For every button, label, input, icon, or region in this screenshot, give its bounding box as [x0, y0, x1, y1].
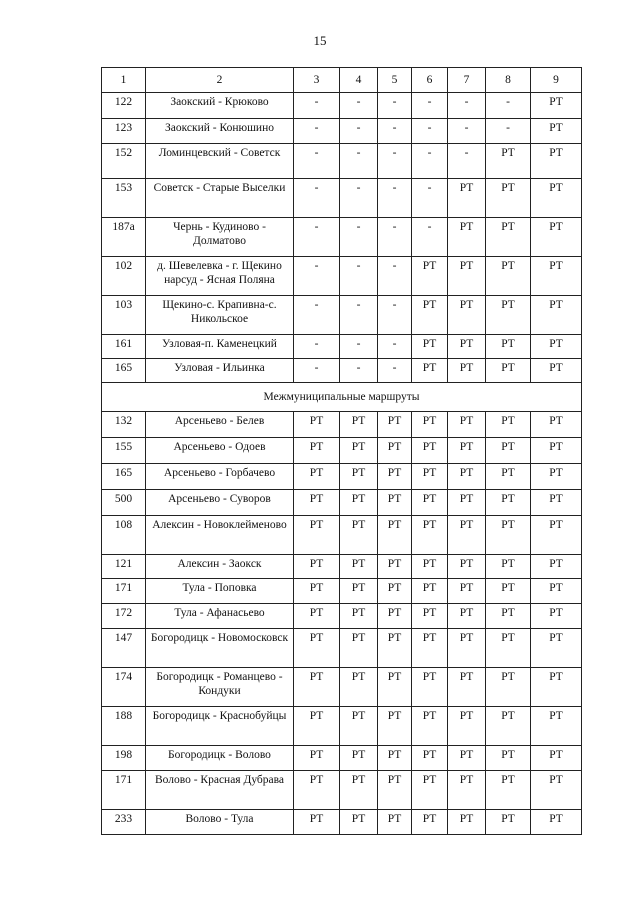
route-value-cell-4: -: [340, 119, 378, 144]
route-value-cell-8: РТ: [486, 579, 531, 604]
route-name-cell: Заокский - Конюшино: [146, 119, 294, 144]
table-row: [102, 464, 582, 490]
route-number-cell: 103: [102, 296, 146, 335]
route-value-cell-3: РТ: [294, 629, 340, 668]
route-value-cell-5: -: [378, 179, 412, 218]
route-value-cell-8: РТ: [486, 516, 531, 555]
route-value-cell-3: РТ: [294, 810, 340, 835]
route-value-cell-6: РТ: [412, 604, 448, 629]
route-value-cell-8: РТ: [486, 438, 531, 464]
route-value-cell-4: РТ: [340, 629, 378, 668]
route-value-cell-6: РТ: [412, 464, 448, 490]
route-value-cell-3: -: [294, 144, 340, 179]
route-value-cell-8: РТ: [486, 296, 531, 335]
route-value-cell-7: РТ: [448, 707, 486, 746]
table-row: [102, 746, 582, 771]
route-value-cell-3: РТ: [294, 412, 340, 438]
route-number-cell: 171: [102, 771, 146, 810]
route-value-cell-4: РТ: [340, 771, 378, 810]
route-value-cell-7: РТ: [448, 668, 486, 707]
route-value-cell-9: РТ: [531, 257, 582, 296]
route-name-cell: Волово - Красная Дубрава: [146, 771, 294, 810]
route-value-cell-6: РТ: [412, 629, 448, 668]
route-value-cell-4: -: [340, 144, 378, 179]
route-value-cell-8: РТ: [486, 490, 531, 516]
route-name-cell: Узловая - Ильинка: [146, 359, 294, 383]
route-value-cell-9: РТ: [531, 412, 582, 438]
route-value-cell-8: РТ: [486, 771, 531, 810]
route-value-cell-5: РТ: [378, 604, 412, 629]
table-row: [102, 668, 582, 707]
route-number-cell: 165: [102, 359, 146, 383]
route-number-cell: 122: [102, 93, 146, 119]
route-value-cell-5: -: [378, 359, 412, 383]
route-value-cell-3: -: [294, 119, 340, 144]
route-value-cell-6: -: [412, 144, 448, 179]
route-value-cell-3: РТ: [294, 746, 340, 771]
route-name-cell: Богородицк - Романцево - Кондуки: [146, 668, 294, 707]
route-value-cell-7: РТ: [448, 555, 486, 579]
header-cell-4: 4: [340, 68, 378, 93]
route-value-cell-3: РТ: [294, 555, 340, 579]
route-value-cell-8: РТ: [486, 335, 531, 359]
route-value-cell-9: РТ: [531, 707, 582, 746]
route-value-cell-4: РТ: [340, 746, 378, 771]
route-value-cell-9: РТ: [531, 516, 582, 555]
route-value-cell-9: РТ: [531, 438, 582, 464]
route-value-cell-5: -: [378, 93, 412, 119]
route-value-cell-9: РТ: [531, 490, 582, 516]
route-number-cell: 172: [102, 604, 146, 629]
header-cell-1: 1: [102, 68, 146, 93]
route-value-cell-6: РТ: [412, 335, 448, 359]
route-value-cell-5: РТ: [378, 438, 412, 464]
route-value-cell-5: РТ: [378, 464, 412, 490]
route-name-cell: Щекино-с. Крапивна-с. Никольское: [146, 296, 294, 335]
route-number-cell: 123: [102, 119, 146, 144]
route-value-cell-9: РТ: [531, 555, 582, 579]
route-number-cell: 153: [102, 179, 146, 218]
table-row: [102, 555, 582, 579]
route-number-cell: 108: [102, 516, 146, 555]
route-value-cell-5: РТ: [378, 629, 412, 668]
route-number-cell: 174: [102, 668, 146, 707]
route-value-cell-6: РТ: [412, 668, 448, 707]
route-value-cell-9: РТ: [531, 218, 582, 257]
route-number-cell: 161: [102, 335, 146, 359]
route-value-cell-4: РТ: [340, 810, 378, 835]
route-name-cell: Арсеньево - Горбачево: [146, 464, 294, 490]
route-number-cell: 155: [102, 438, 146, 464]
route-value-cell-4: РТ: [340, 555, 378, 579]
header-cell-6: 6: [412, 68, 448, 93]
table-row: [102, 218, 582, 257]
route-name-cell: Чернь - Кудиново - Долматово: [146, 218, 294, 257]
route-value-cell-4: РТ: [340, 579, 378, 604]
route-number-cell: 121: [102, 555, 146, 579]
route-value-cell-5: -: [378, 257, 412, 296]
route-value-cell-7: РТ: [448, 579, 486, 604]
table-row: [102, 604, 582, 629]
route-value-cell-8: РТ: [486, 555, 531, 579]
route-value-cell-7: -: [448, 119, 486, 144]
route-value-cell-7: РТ: [448, 629, 486, 668]
route-value-cell-3: РТ: [294, 438, 340, 464]
route-value-cell-6: РТ: [412, 810, 448, 835]
route-value-cell-8: РТ: [486, 412, 531, 438]
route-value-cell-6: РТ: [412, 490, 448, 516]
route-value-cell-5: РТ: [378, 668, 412, 707]
route-value-cell-6: -: [412, 179, 448, 218]
route-value-cell-3: РТ: [294, 707, 340, 746]
table-row: [102, 516, 582, 555]
table-row: [102, 490, 582, 516]
route-value-cell-4: -: [340, 257, 378, 296]
route-value-cell-3: РТ: [294, 668, 340, 707]
route-value-cell-5: РТ: [378, 746, 412, 771]
route-value-cell-7: РТ: [448, 438, 486, 464]
route-number-cell: 233: [102, 810, 146, 835]
route-value-cell-4: РТ: [340, 516, 378, 555]
route-value-cell-8: РТ: [486, 218, 531, 257]
route-value-cell-4: РТ: [340, 438, 378, 464]
section-row: [102, 383, 582, 412]
table-row: [102, 438, 582, 464]
route-value-cell-7: -: [448, 144, 486, 179]
route-value-cell-3: РТ: [294, 604, 340, 629]
route-value-cell-8: РТ: [486, 707, 531, 746]
routes-table: [101, 67, 582, 835]
route-value-cell-3: РТ: [294, 771, 340, 810]
table-row: [102, 629, 582, 668]
route-value-cell-8: РТ: [486, 359, 531, 383]
route-value-cell-6: РТ: [412, 579, 448, 604]
route-number-cell: 500: [102, 490, 146, 516]
route-name-cell: Ломинцевский - Советск: [146, 144, 294, 179]
route-value-cell-5: РТ: [378, 555, 412, 579]
route-name-cell: Богородицк - Новомосковск: [146, 629, 294, 668]
route-name-cell: Богородицк - Волово: [146, 746, 294, 771]
route-value-cell-5: -: [378, 144, 412, 179]
table-row: [102, 412, 582, 438]
route-name-cell: Богородицк - Краснобуйцы: [146, 707, 294, 746]
route-value-cell-3: -: [294, 257, 340, 296]
route-value-cell-8: РТ: [486, 629, 531, 668]
route-value-cell-7: РТ: [448, 257, 486, 296]
route-value-cell-3: РТ: [294, 490, 340, 516]
route-value-cell-9: РТ: [531, 579, 582, 604]
route-value-cell-6: РТ: [412, 438, 448, 464]
route-name-cell: Арсеньево - Одоев: [146, 438, 294, 464]
route-number-cell: 187а: [102, 218, 146, 257]
section-title: Межмуниципальные маршруты: [102, 383, 582, 412]
header-cell-7: 7: [448, 68, 486, 93]
route-value-cell-8: РТ: [486, 464, 531, 490]
route-name-cell: Волово - Тула: [146, 810, 294, 835]
route-value-cell-9: РТ: [531, 810, 582, 835]
route-value-cell-6: РТ: [412, 257, 448, 296]
route-value-cell-8: РТ: [486, 746, 531, 771]
route-value-cell-9: РТ: [531, 629, 582, 668]
route-value-cell-3: РТ: [294, 464, 340, 490]
route-number-cell: 102: [102, 257, 146, 296]
route-name-cell: Арсеньево - Суворов: [146, 490, 294, 516]
route-value-cell-5: -: [378, 119, 412, 144]
route-name-cell: Советск - Старые Выселки: [146, 179, 294, 218]
route-value-cell-4: РТ: [340, 464, 378, 490]
route-number-cell: 171: [102, 579, 146, 604]
route-value-cell-6: -: [412, 218, 448, 257]
route-value-cell-6: -: [412, 119, 448, 144]
table-row: [102, 579, 582, 604]
route-value-cell-7: РТ: [448, 516, 486, 555]
table-row: [102, 771, 582, 810]
route-value-cell-9: РТ: [531, 335, 582, 359]
route-value-cell-7: РТ: [448, 296, 486, 335]
route-value-cell-5: РТ: [378, 707, 412, 746]
route-value-cell-6: РТ: [412, 707, 448, 746]
route-value-cell-8: -: [486, 93, 531, 119]
route-value-cell-8: РТ: [486, 144, 531, 179]
header-row: [102, 68, 582, 93]
route-value-cell-5: РТ: [378, 412, 412, 438]
route-name-cell: Узловая-п. Каменецкий: [146, 335, 294, 359]
table-row: [102, 257, 582, 296]
route-value-cell-4: РТ: [340, 490, 378, 516]
route-value-cell-9: РТ: [531, 771, 582, 810]
table-row: [102, 119, 582, 144]
route-value-cell-3: -: [294, 93, 340, 119]
route-value-cell-8: РТ: [486, 179, 531, 218]
route-value-cell-4: РТ: [340, 412, 378, 438]
route-value-cell-3: -: [294, 335, 340, 359]
route-value-cell-6: РТ: [412, 516, 448, 555]
route-number-cell: 198: [102, 746, 146, 771]
table-row: [102, 335, 582, 359]
route-value-cell-5: -: [378, 218, 412, 257]
table-row: [102, 144, 582, 179]
route-value-cell-3: -: [294, 218, 340, 257]
route-value-cell-8: РТ: [486, 810, 531, 835]
route-value-cell-9: РТ: [531, 93, 582, 119]
route-value-cell-6: -: [412, 93, 448, 119]
route-value-cell-9: РТ: [531, 359, 582, 383]
route-name-cell: Тула - Поповка: [146, 579, 294, 604]
route-value-cell-5: РТ: [378, 490, 412, 516]
route-value-cell-9: РТ: [531, 604, 582, 629]
route-value-cell-6: РТ: [412, 771, 448, 810]
header-cell-8: 8: [486, 68, 531, 93]
table-row: [102, 93, 582, 119]
route-number-cell: 188: [102, 707, 146, 746]
route-number-cell: 152: [102, 144, 146, 179]
route-name-cell: д. Шевелевка - г. Щекино нарсуд - Ясная Поляна: [146, 257, 294, 296]
route-value-cell-4: -: [340, 296, 378, 335]
header-cell-5: 5: [378, 68, 412, 93]
route-number-cell: 132: [102, 412, 146, 438]
route-value-cell-3: -: [294, 179, 340, 218]
table-row: [102, 707, 582, 746]
route-value-cell-4: -: [340, 179, 378, 218]
route-value-cell-6: РТ: [412, 746, 448, 771]
route-name-cell: Заокский - Крюково: [146, 93, 294, 119]
route-value-cell-8: РТ: [486, 604, 531, 629]
route-value-cell-7: РТ: [448, 412, 486, 438]
route-name-cell: Тула - Афанасьево: [146, 604, 294, 629]
route-value-cell-7: РТ: [448, 359, 486, 383]
table-row: [102, 359, 582, 383]
route-value-cell-5: РТ: [378, 516, 412, 555]
route-value-cell-7: РТ: [448, 604, 486, 629]
route-value-cell-5: РТ: [378, 579, 412, 604]
route-name-cell: Алексин - Заокск: [146, 555, 294, 579]
route-number-cell: 165: [102, 464, 146, 490]
route-value-cell-6: РТ: [412, 412, 448, 438]
table-row: [102, 296, 582, 335]
route-value-cell-4: -: [340, 335, 378, 359]
route-value-cell-9: РТ: [531, 668, 582, 707]
route-number-cell: 147: [102, 629, 146, 668]
header-cell-2: 2: [146, 68, 294, 93]
table-row: [102, 179, 582, 218]
route-value-cell-8: РТ: [486, 668, 531, 707]
route-name-cell: Алексин - Новоклейменово: [146, 516, 294, 555]
route-value-cell-5: -: [378, 296, 412, 335]
route-value-cell-9: РТ: [531, 746, 582, 771]
route-value-cell-6: РТ: [412, 555, 448, 579]
route-value-cell-5: -: [378, 335, 412, 359]
route-value-cell-8: -: [486, 119, 531, 144]
route-value-cell-3: -: [294, 296, 340, 335]
route-value-cell-7: РТ: [448, 335, 486, 359]
route-value-cell-5: РТ: [378, 810, 412, 835]
page-number: 15: [313, 33, 327, 48]
route-value-cell-7: РТ: [448, 810, 486, 835]
route-value-cell-6: РТ: [412, 359, 448, 383]
route-value-cell-4: -: [340, 359, 378, 383]
route-value-cell-9: РТ: [531, 144, 582, 179]
route-value-cell-9: РТ: [531, 119, 582, 144]
route-value-cell-4: РТ: [340, 707, 378, 746]
route-value-cell-4: РТ: [340, 668, 378, 707]
route-value-cell-7: -: [448, 93, 486, 119]
route-value-cell-5: РТ: [378, 771, 412, 810]
route-value-cell-4: РТ: [340, 604, 378, 629]
route-value-cell-7: РТ: [448, 771, 486, 810]
route-name-cell: Арсеньево - Белев: [146, 412, 294, 438]
route-value-cell-3: РТ: [294, 516, 340, 555]
route-value-cell-4: -: [340, 218, 378, 257]
route-value-cell-7: РТ: [448, 746, 486, 771]
route-value-cell-7: РТ: [448, 464, 486, 490]
route-value-cell-6: РТ: [412, 296, 448, 335]
route-value-cell-8: РТ: [486, 257, 531, 296]
route-value-cell-4: -: [340, 93, 378, 119]
route-value-cell-9: РТ: [531, 179, 582, 218]
route-value-cell-9: РТ: [531, 296, 582, 335]
table-row: [102, 810, 582, 835]
route-value-cell-3: -: [294, 359, 340, 383]
route-value-cell-7: РТ: [448, 218, 486, 257]
header-cell-3: 3: [294, 68, 340, 93]
header-cell-9: 9: [531, 68, 582, 93]
route-value-cell-7: РТ: [448, 179, 486, 218]
route-value-cell-7: РТ: [448, 490, 486, 516]
routes-table-body: [102, 68, 582, 835]
route-value-cell-3: РТ: [294, 579, 340, 604]
route-value-cell-9: РТ: [531, 464, 582, 490]
